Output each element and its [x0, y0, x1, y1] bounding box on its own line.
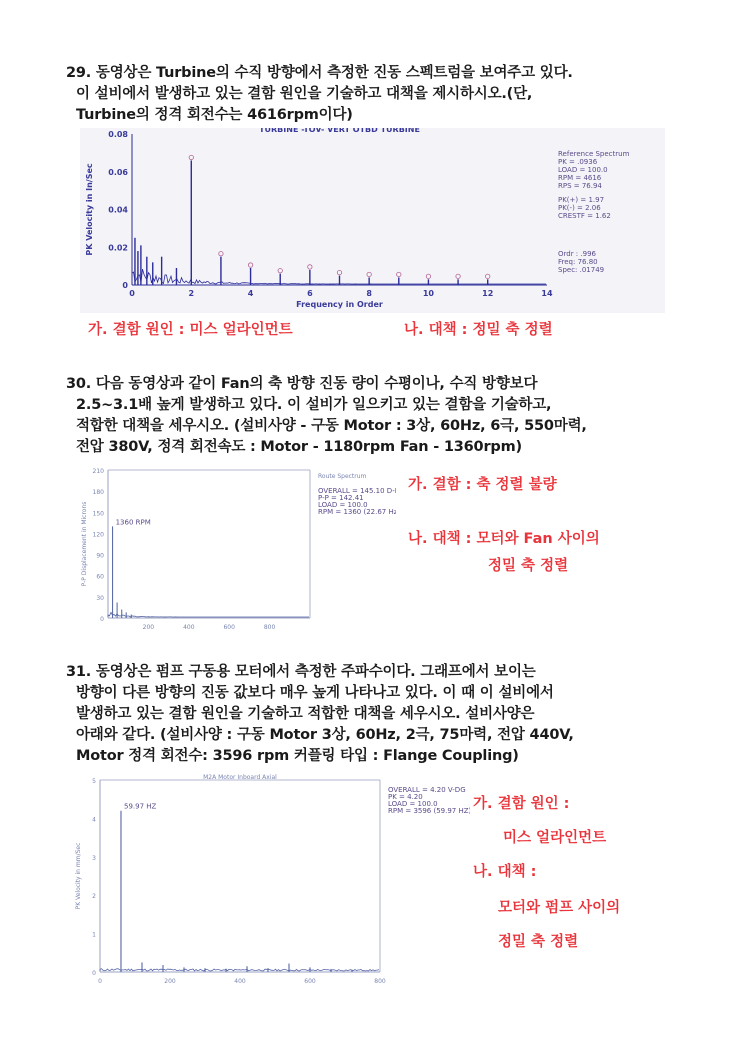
- chart-30-xtick-2: 600: [223, 624, 235, 631]
- chart-30-xtick-1: 400: [183, 624, 195, 631]
- chart-31-ytick-3: 3: [92, 854, 96, 862]
- chart-29-svg: [80, 128, 665, 313]
- answer-30-remedy-line-1: 나. 대책 : 모터와 Fan 사이의: [408, 531, 600, 547]
- chart-31-xtick-1: 200: [164, 978, 176, 985]
- chart-29-xtick-0: 0: [129, 289, 135, 298]
- chart-30-legend-2: LOAD = 100.0: [318, 501, 368, 509]
- chart-30-svg: [78, 466, 396, 638]
- answer-30-defect: 가. 결함 : 축 정렬 불량: [408, 477, 557, 493]
- chart-30-ytick-3: 90: [96, 552, 104, 560]
- chart-30-ytick-6: 180: [92, 489, 104, 497]
- chart-30-ytick-0: 0: [100, 616, 104, 623]
- question-31-line-5: Motor 정격 회전수: 3596 rpm 커플링 타입 : Flange Coupling): [76, 748, 519, 764]
- answer-31-remedy-line-2: 정밀 축 정렬: [498, 934, 579, 950]
- chart-30-ytick-2: 60: [96, 573, 104, 581]
- answer-29-remedy: 나. 대책 : 정밀 축 정렬: [404, 322, 553, 338]
- chart-30-ytick-7: 210: [92, 468, 104, 475]
- chart-29-title: TURBINE -TOV- VERT OTBD TURBINE: [259, 128, 420, 134]
- question-31-line-4: 아래와 같다. (설비사양 : 구동 Motor 3상, 60Hz, 2극, 75마력, 전압 440V,: [76, 727, 574, 743]
- chart-29-legend-3: RPM = 4616: [558, 174, 602, 182]
- chart-29-xtick-1: 2: [188, 289, 195, 298]
- chart-31-ytick-1: 1: [92, 931, 96, 939]
- chart-31-peak-annotation: 59.97 HZ: [123, 802, 157, 811]
- question-31: [66, 662, 574, 767]
- chart-31-title: M2A Motor Inboard Axial: [203, 774, 277, 781]
- chart-30-ytick-1: 30: [96, 594, 104, 602]
- chart-31-ytick-5: 5: [92, 778, 96, 785]
- chart-29-ytick-1: 0.02: [108, 243, 128, 253]
- chart-30-title: Route Spectrum: [318, 473, 367, 480]
- chart-29-legend-10: Spec: .01749: [558, 266, 605, 274]
- question-30-line-4: 전압 380V, 정격 회전속도 : Motor - 1180rpm Fan - 1360rpm): [76, 439, 522, 455]
- chart-29-xtick-7: 14: [541, 289, 553, 298]
- chart-29-legend-5: PK(+) = 1.97: [558, 196, 605, 204]
- chart-29-xtick-3: 6: [307, 289, 313, 298]
- chart-31-xtick-4: 800: [374, 978, 386, 985]
- chart-29-xlabel: Frequency in Order: [296, 300, 383, 309]
- chart-31-legend-2: LOAD = 100.0: [388, 800, 438, 808]
- chart-29-legend-2: LOAD = 100.0: [558, 166, 608, 174]
- question-29-line-3: Turbine의 정격 회전수는 4616rpm이다): [76, 107, 353, 123]
- chart-29-xtick-4: 8: [366, 289, 372, 298]
- chart-29-ytick-3: 0.06: [108, 167, 128, 177]
- chart-31-legend-3: RPM = 3596 (59.97 HZ): [388, 807, 470, 815]
- answer-31-cause-value: 미스 얼라인먼트: [503, 830, 607, 846]
- chart-29-xtick-6: 12: [482, 289, 494, 298]
- chart-31-ytick-4: 4: [92, 816, 96, 824]
- chart-30-ytick-5: 150: [92, 510, 104, 518]
- chart-29-legend-8: Ordr : .996: [558, 250, 596, 258]
- question-30: [66, 374, 587, 458]
- answer-31-remedy-line-1: 모터와 펌프 사이의: [498, 900, 621, 916]
- question-30-line-2: 2.5~3.1배 높게 발생하고 있다. 이 설비가 일으키고 있는 결함을 기술하고,: [76, 397, 552, 413]
- question-31-line-3: 발생하고 있는 결함 원인을 기술하고 적합한 대책을 세우시오. 설비사양은: [76, 706, 535, 722]
- chart-31-svg: [72, 772, 470, 994]
- chart-30-peak-annotation: 1360 RPM: [115, 518, 151, 527]
- chart-30-legend-3: RPM = 1360 (22.67 Hz): [318, 508, 396, 516]
- chart-29-legend-6: PK(-) = 2.06: [558, 204, 601, 212]
- question-29-line-1: 29. 동영상은 Turbine의 수직 방향에서 측정한 진동 스펙트럼을 보여주고 있다.: [66, 65, 573, 81]
- chart-31-ylabel: PK Velocity in mm/Sec: [75, 842, 82, 910]
- chart-31-xtick-2: 400: [234, 978, 246, 985]
- chart-29-legend-7: CRESTF = 1.62: [558, 212, 611, 220]
- chart-30-xtick-3: 800: [263, 624, 276, 631]
- chart-29-ylabel: PK Velocity in In/Sec: [85, 163, 94, 256]
- chart-31-ytick-2: 2: [92, 893, 96, 901]
- answer-30-remedy-line-2: 정밀 축 정렬: [488, 558, 569, 574]
- answer-29-cause: 가. 결함 원인 : 미스 얼라인먼트: [88, 322, 293, 338]
- question-29-line-2: 이 설비에서 발생하고 있는 결함 원인을 기술하고 대책을 제시하시오.(단,: [76, 86, 533, 102]
- chart-29-spectrum: [80, 128, 665, 317]
- chart-29-legend-9: Freq: 76.80: [558, 258, 598, 266]
- chart-29-xtick-2: 4: [247, 289, 254, 298]
- chart-30-ytick-4: 120: [92, 531, 104, 539]
- chart-30-legend-0: OVERALL = 145.10 D-II: [318, 487, 396, 495]
- chart-29-ytick-0: 0: [122, 281, 128, 290]
- chart-29-legend-0: Reference Spectrum: [558, 150, 630, 158]
- answer-31-remedy-label: 나. 대책 :: [473, 864, 537, 880]
- question-31-line-2: 방향이 다른 방향의 진동 값보다 매우 높게 나타나고 있다. 이 때 이 설비에서: [76, 685, 554, 701]
- chart-29-ytick-2: 0.04: [108, 205, 128, 215]
- chart-30-ylabel: P-P Displacement in Microns: [81, 501, 88, 587]
- chart-31-legend-1: PK = 4.20: [388, 793, 423, 801]
- question-30-line-3: 적합한 대책을 세우시오. (설비사양 - 구동 Motor : 3상, 60Hz, 6극, 550마력,: [76, 418, 587, 434]
- chart-31-legend-0: OVERALL = 4.20 V-DG: [388, 786, 466, 794]
- chart-31-xtick-3: 600: [304, 978, 316, 985]
- question-31-line-1: 31. 동영상은 펌프 구동용 모터에서 측정한 주파수이다. 그래프에서 보이는: [66, 664, 536, 680]
- chart-31-xtick-0: 0: [98, 978, 102, 985]
- chart-31-spectrum: [72, 772, 470, 998]
- chart-29-legend-4: RPS = 76.94: [558, 182, 602, 190]
- question-30-line-1: 30. 다음 동영상과 같이 Fan의 축 방향 진동 량이 수평이나, 수직 방향보다: [66, 376, 538, 392]
- chart-30-spectrum: [78, 466, 396, 642]
- chart-30-xtick-0: 200: [142, 624, 155, 631]
- chart-30-legend-1: P-P = 142.41: [318, 494, 364, 502]
- chart-29-legend-1: PK = .0936: [558, 158, 598, 166]
- question-29: [66, 63, 573, 126]
- chart-29-ytick-4: 0.08: [108, 130, 128, 139]
- answer-31-cause-label: 가. 결함 원인 :: [473, 796, 570, 812]
- chart-29-xtick-5: 10: [422, 289, 434, 298]
- chart-31-ytick-0: 0: [92, 970, 96, 977]
